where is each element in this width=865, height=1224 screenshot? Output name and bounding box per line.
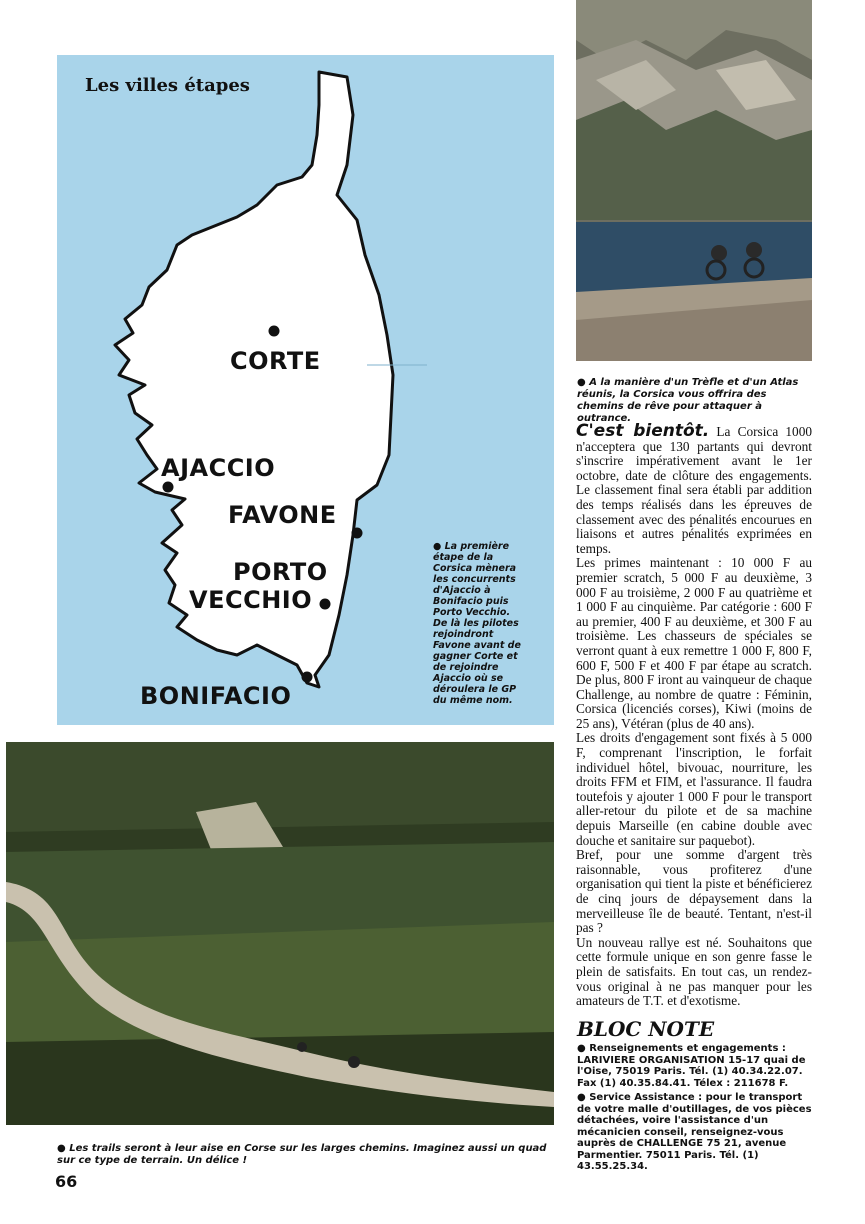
article-paragraph-3: Les droits d'engagement sont fixés à 5 000 F, comprenant l'inscription, le forfait individuel hôtel, bivouac, nourriture, les droits FFM et FIM, et l'assurance. Il faudra toutefois y ajouter 1 000 F pour le transport aller-retour du pilote et de sa machine depuis Marseille (en cabine double avec douche et sanitaire sur paquebot). bbox=[576, 730, 812, 848]
map-title: Les villes étapes bbox=[85, 75, 250, 96]
article-paragraph-1-text: La Corsica 1000 n'acceptera que 130 partants qui devront s'inscrire impérativement avant le 1er octobre, date de clôture des engagements. Le classement final sera établi par addition des temps réalisés dans les épreuves de classement avec des pénalités encourues en liaisons et autres pénalités exprimées en temps. bbox=[576, 424, 812, 556]
bloc-note-title: BLOC NOTE bbox=[577, 1017, 715, 1041]
city-label-favone: FAVONE bbox=[228, 501, 337, 529]
city-label-vecchio: VECCHIO bbox=[189, 586, 313, 614]
photo-top-caption: ● A la manière d'un Trèfle et d'un Atlas réunis, la Corsica vous offrira des chemins de rêve pour attaquer à outrance. bbox=[577, 377, 799, 424]
city-label-porto: PORTO bbox=[233, 558, 328, 586]
city-label-bonifacio: BONIFACIO bbox=[140, 682, 292, 710]
map-caption: ● La première étape de la Corsica mènera les concurrents d'Ajaccio à Bonifacio puis Porto Vecchio. De là les pilotes rejoindront Favone avant de gagner Corte et de rejoindre Ajaccio où se déroulera le GP du même nom. bbox=[433, 541, 521, 706]
bloc-note-item-assistance: ● Service Assistance : pour le transport de votre malle d'outillages, de vos pièces détachées, voire l'assistance d'un mécanicien conseil, renseignez-vous auprès de CHALLENGE 75 21, avenue Parmentier. 75011 Paris. Tél. (1) 43.55.25.34. bbox=[577, 1092, 812, 1172]
article-paragraph-1 bbox=[576, 421, 812, 556]
bloc-note-item-registration: ● Renseignements et engagements : LARIVIERE ORGANISATION 15-17 quai de l'Oise, 75019 Paris. Tél. (1) 40.34.22.07. Fax (1) 40.35.84.41. Télex : 211678 F. bbox=[577, 1043, 806, 1089]
city-label-ajaccio: AJACCIO bbox=[161, 454, 276, 482]
photo-trail-forest bbox=[6, 742, 554, 1125]
photo-bottom-caption: ● Les trails seront à leur aise en Corse sur les larges chemins. Imaginez aussi un quad sur ce type de terrain. Un délice ! bbox=[57, 1143, 547, 1166]
article-paragraph-5: Un nouveau rallye est né. Souhaitons que cette formule unique en son genre fasse le plein de satisfaits. En tout cas, un rendez-vous original à ne pas manquer pour les amateurs de T.T. et d'exotisme. bbox=[576, 934, 812, 1009]
city-label-corte: CORTE bbox=[230, 347, 321, 375]
article-paragraph-4: Bref, pour une somme d'argent très raisonnable, vous profiterez d'une organisation qui tient la piste et bénéficierez de cinq jours de dépaysement dans la merveilleuse île de beauté. Tentant, n'est-il pas ? bbox=[576, 847, 812, 936]
page-number: 66 bbox=[55, 1172, 78, 1191]
article-body bbox=[576, 421, 812, 1009]
article-lead: C'est bientôt. bbox=[576, 421, 710, 441]
photo-riders-by-lake bbox=[576, 0, 812, 361]
corsica-map bbox=[57, 55, 554, 725]
article-paragraph-2: Les primes maintenant : 10 000 F au premier scratch, 5 000 F au deuxième, 3 000 F au troisième, 2 000 F au quatrième et 1 000 F au cinquième. Par catégorie : 600 F au premier, 400 F au deuxième, et 300 F au troisième. Les chasseurs de spéciales se verront quant à eux remettre 1 000 F, 800 F, 600 F, 500 F et 400 F par étape au scratch. De plus, 800 F iront au vainqueur de chaque Challenge, au nombre de quatre : Féminin, Corsica (licenciés corses), Kiwi (moins de 25 ans), Vétéran (plus de 40 ans). bbox=[576, 555, 812, 731]
